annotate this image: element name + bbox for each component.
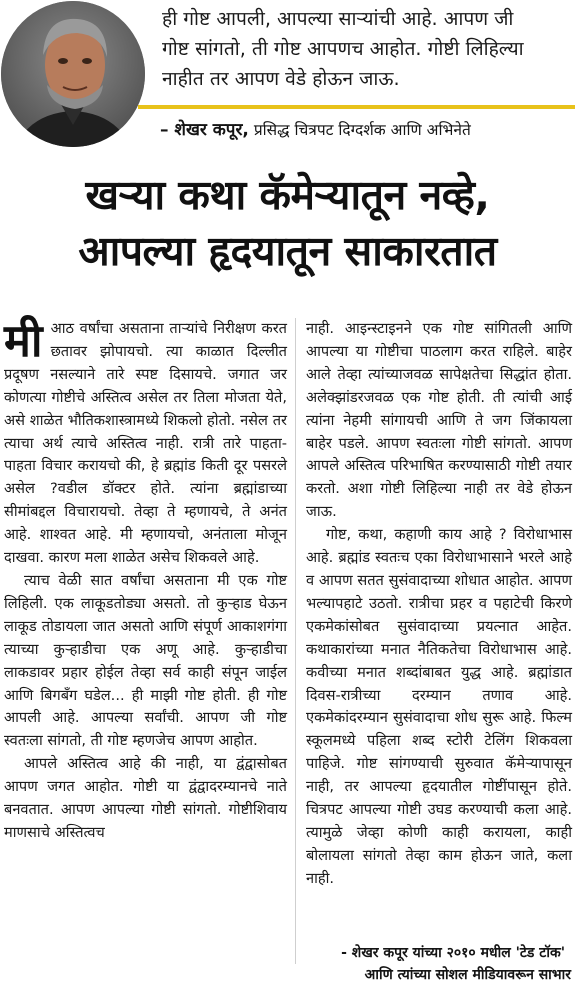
column-divider [295,318,296,964]
paragraph: त्याच वेळी सात वर्षांचा असताना मी एक गोष्ट लिहिली. एक लाकूडतोड्या असतो. तो कुऱ्हाड घेऊन लाकूड तोडायला जात असतो आणि संपूर्ण आकाशगंगा त्याच्या कुऱ्हाडीचा एक अणू आहे. कुऱ्हाडीचा लाकडावर प्रहार होईल तेव्हा सर्व काही संपून जाईल आणि बिगबँग घडेल... ही माझी गोष्ट होती. ही गोष्ट आपली आहे. आपल्या सर्वांची. आपण जी गोष्ट स्वतःला सांगतो, ती गोष्ट म्हणजेच आपण आहोत. [4,571,287,750]
drop-cap: मी [4,314,43,367]
paragraph: आपले अस्तित्व आहे की नाही, या द्वंद्वासोबत आपण जगत आहोत. गोष्टी या द्वंद्वादरम्यानचे नाते बनवतात. आपण आपल्या गोष्टी सांगतो. गोष्टीशिवाय माणसाचे अस्तित्वच [4,755,287,841]
headline-line-2: आपल्या हृदयातून साकारतात [78,227,497,275]
author-portrait [1,1,145,147]
article-column-right [306,318,572,891]
article-column-left [4,314,287,845]
quote-line: नाहीत तर आपण वेडे होऊन जाऊ. [162,67,400,90]
paragraph: नाही. आइन्स्टाइनने एक गोष्ट सांगितली आणि आपल्या या गोष्टीचा पाठलाग करत राहिले. बाहेर आले तेव्हा त्यांच्याजवळ सापेक्षतेचा सिद्धांत होता. अलेक्झांडरजवळ एक गोष्ट होती. ती त्यांची आई त्यांना नेहमी सांगायची आणि ते जग जिंकायला बाहेर पडले. आपण स्वतःला गोष्टी सांगतो. आपण आपले अस्तित्व परिभाषित करण्यासाठी गोष्टी तयार करतो. अशा गोष्टी लिहिल्या नाही तर वेडे होऊन जाऊ. [306,320,572,521]
headline [0,167,575,279]
source-credit: - शेखर कपूर यांच्या २०१० मधील 'टेड टॉक' [341,945,565,961]
portrait-image [1,1,145,147]
source-credit-continued: आणि त्यांच्या सोशल मीडियावरून साभार [364,967,571,983]
pull-quote [162,4,567,94]
headline-line-1: खऱ्या कथा कॅमेऱ्यातून नव्हे, [85,171,490,219]
quote-line: ही गोष्ट आपली, आपल्या साऱ्यांची आहे. आपण जी [162,7,514,30]
paragraph: गोष्ट, कथा, कहाणी काय आहे ? विरोधाभास आहे. ब्रह्मांड स्वतःच एका विरोधाभासाने भरले आहे व आपण सतत सुसंवादाच्या शोधात आहोत. आपण भल्यापहाटे उठतो. रात्रीचा प्रहर व पहाटेची किरणे एकमेकांसोबत सुसंवादाच्या प्रयत्नात आहेत. कथाकारांच्या मनात नैतिकतेचा विरोधाभास आहे. कवीच्या मनात शब्दांबाबत युद्ध आहे. ब्रह्मांडात दिवस-रात्रीच्या दरम्यान तणाव आहे. एकमेकांदरम्यान सुसंवादाचा शोध सुरू आहे. फिल्म स्कूलमध्ये पहिला शब्द स्टोरी टेलिंग शिकवला पाहिजे. गोष्ट सांगण्याची सुरुवात कॅमेऱ्यापासून नाही, तर आपल्या हृदयातील गोष्टींपासून होते. चित्रपट आपल्या गोष्टी उघड करण्याची कला आहे. त्यामुळे जेव्हा कोणी काही करायला, काही बोलायला सांगतो तेव्हा काम होऊन जाते, कला नाही. [306,526,572,887]
quote-line: गोष्ट सांगतो, ती गोष्ट आपणच आहोत. गोष्टी लिहिल्या [162,37,524,60]
paragraph [4,314,287,570]
author-role: प्रसिद्ध चित्रपट दिग्दर्शक आणि अभिनेते [253,121,471,139]
accent-rule [138,105,575,109]
paragraph-text: आठ वर्षांचा असताना ताऱ्यांचे निरीक्षण करत छतावर झोपायचो. त्या काळात दिल्लीत प्रदूषण नसल्याने तारे स्पष्ट दिसायचे. जगात जर कोणत्या गोष्टीचे अस्तित्व असेल तर तिला मोजता येते, असे शाळेत भौतिकशास्त्रामध्ये शिकलो होतो. नसेल तर त्याचा अर्थ त्याचे अस्तित्व नाही. रात्री तारे पाहता-पाहता विचार करायचो की, हे ब्रह्मांड किती दूर पसरले असेल ?वडील डॉक्टर होते. त्यांना ब्रह्मांडाच्या सीमांबद्दल विचारायचो. तेव्हा ते म्हणायचे, ते अनंत आहे. शाश्वत आहे. मी म्हणायचो, अनंताला मोजून दाखवा. कारण मला शाळेत असेच शिकवले आहे. [4,320,287,567]
quote-attribution [160,120,570,140]
author-name: – शेखर कपूर, [160,120,249,140]
